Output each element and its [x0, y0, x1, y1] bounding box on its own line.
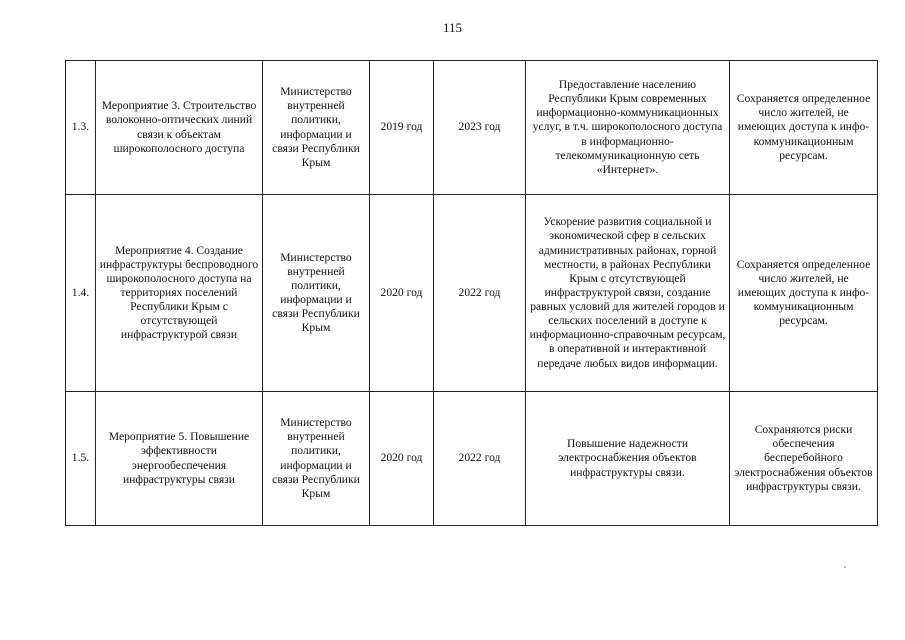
consequence-cell: Сохраняются риски обеспечения бесперебойного электроснабжения объектов инфраструктуры связи.	[730, 392, 878, 526]
table-row	[66, 195, 878, 392]
result-cell: Повышение надежности электроснабжения объектов инфраструктуры связи.	[526, 392, 730, 526]
executor-cell: Министерство внутренней политики, информации и связи Республики Крым	[263, 195, 370, 392]
event-cell: Мероприятие 3. Строительство волоконно-оптических линий связи к объектам широкополосного доступа	[96, 61, 263, 195]
measures-table	[65, 60, 878, 526]
table-row	[66, 61, 878, 195]
row-number: 1.4.	[66, 195, 96, 392]
result-cell: Ускорение развития социальной и экономической сфер в сельских административных районах, горной местности, в районах Республики Крым с отсутствующей инфраструктурой связи, создание равных условий для жителей городов и сельских поселений в доступе к информационно-справочным ресурсам, в оперативной и интерактивной передаче любых видов информации.	[526, 195, 730, 392]
consequence-cell: Сохраняется определенное число жителей, не имеющих доступа к инфо-коммуникационным ресурсам.	[730, 195, 878, 392]
result-cell: Предоставление населению Республики Крым современных информационно-коммуникационных услуг, в т.ч. широкополосного доступа в информационно-телекоммуникационную сеть «Интернет».	[526, 61, 730, 195]
event-cell: Мероприятие 4. Создание инфраструктуры беспроводного широкополосного доступа на территориях поселений Республики Крым с отсутствующей инфраструктурой связи	[96, 195, 263, 392]
row-number: 1.5.	[66, 392, 96, 526]
end-year-cell: 2022 год	[434, 392, 526, 526]
executor-cell: Министерство внутренней политики, информации и связи Республики Крым	[263, 392, 370, 526]
table-row	[66, 392, 878, 526]
consequence-cell: Сохраняется определенное число жителей, не имеющих доступа к инфо-коммуникационным ресурсам.	[730, 61, 878, 195]
event-cell: Мероприятие 5. Повышение эффективности энергообеспечения инфраструктуры связи	[96, 392, 263, 526]
row-number: 1.3.	[66, 61, 96, 195]
start-year-cell: 2019 год	[370, 61, 434, 195]
end-year-cell: 2023 год	[434, 61, 526, 195]
page-number: 115	[442, 20, 463, 35]
start-year-cell: 2020 год	[370, 392, 434, 526]
executor-cell: Министерство внутренней политики, информации и связи Республики Крым	[263, 61, 370, 195]
scan-speck	[844, 566, 846, 568]
start-year-cell: 2020 год	[370, 195, 434, 392]
end-year-cell: 2022 год	[434, 195, 526, 392]
